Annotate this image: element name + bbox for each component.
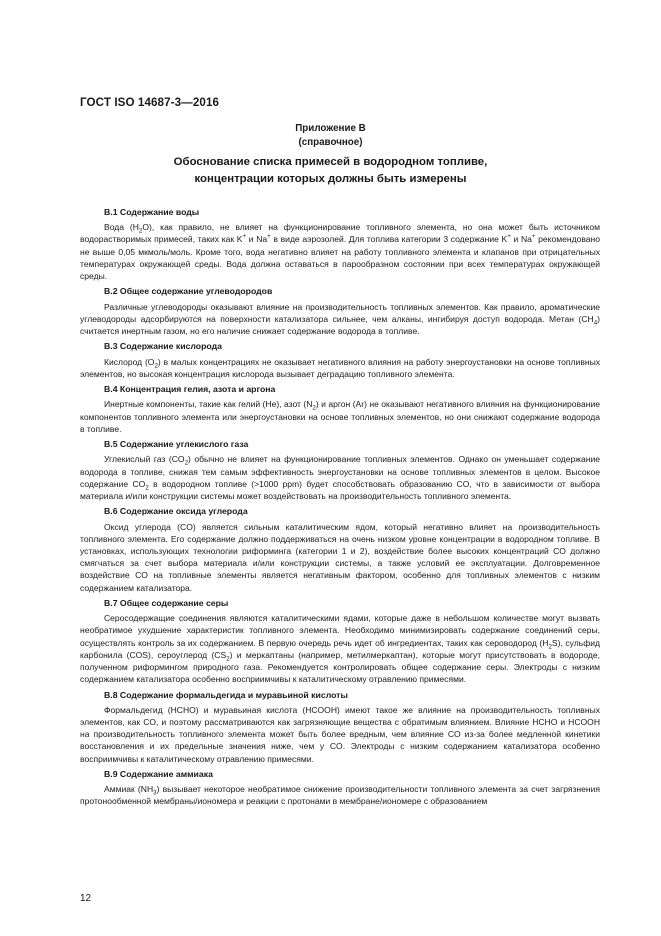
section-heading: В.2 Общее содержание углеводородов xyxy=(104,286,273,297)
standard-designation: ГОСТ ISO 14687-3—2016 xyxy=(80,96,220,109)
section-heading: В.1 Содержание воды xyxy=(104,207,200,217)
section-paragraph: Кислород $(O_2)$ в малых концентрациях не оказывает негативного влияния на работу энергоустановки на основе топливных элементов, но высокая концентрация кислорода вызывает деградацию топливного элемента. xyxy=(80,356,600,379)
section-heading: В.5 Содержание углекислого газа xyxy=(104,439,249,450)
section-heading: В.8 Содержание формальдегида и муравьиной кислоты xyxy=(104,689,348,700)
appendix-label: Приложение В xyxy=(295,123,366,134)
section-heading: В.3 Содержание кислорода xyxy=(104,341,222,352)
section-paragraph: Формальдегид (HCHO) и муравьиная кислота (HCOOH) имеют такое же влияние на производительность топливных элементов, как CO, и поэтому рассматриваются как загрязняющие вещества с обратимым влиянием. Влияние HCHO и HCOOH на производительность топливного элемента может быть более вредным, чем влияние CO из-за более медленной кинетики восстановления и их предельные значения ниже, чем у CO. Электроды с низким содержанием катализатора особенно восприимчивы к каталитическому отравлению примесями. xyxy=(80,704,600,764)
section-paragraph: Аммиак $(NH_3)$ вызывает некоторое необратимое снижение производительности топливного элемента за счет загрязнения протонообменной мембраны/иономера и реакции с протонами в мембране/иономере с образованием xyxy=(80,784,601,807)
appendix-type: (справочное) xyxy=(298,137,363,148)
section-paragraph: Углекислый газ $(CO_2)$ обычно не влияет на функционирование топливных элементов. Однако он уменьшает содержание водорода в топливе, снижая тем самым эффективность энергоустановки на основе топливных элементов в целом. Высокое содержание $CO_2$ в водородном топливе (>1000 ppm) будет способствовать образованию CO, что в зависимости от выбора материала и/или конструкции системы может воздействовать на производительность топливного элемента. xyxy=(80,454,601,501)
document-title-line-1: Обоснование списка примесей в водородном топливе, xyxy=(173,156,488,168)
section-heading: В.6 Содержание оксида углерода xyxy=(104,506,248,517)
section-paragraph: Инертные компоненты, такие как гелий (He), азот $(N_2)$ и аргон (Ar) не оказывают негативного влияния на функционирование компонентов топливного элемента или энергоустановки на основе топливных элементов, но они снижают содержание водорода в топливе. xyxy=(80,399,600,434)
section-heading: В.9 Содержание аммиака xyxy=(104,768,213,779)
section-heading: В.4 Концентрация гелия, азота и аргона xyxy=(104,384,276,395)
section-paragraph: Серосодержащие соединения являются каталитическими ядами, которые даже в небольшом количестве могут вызвать необратимое ухудшение характеристик топливного элемента. Необходимо минимизировать содержание соединений серы, осуществлять контроль за их содержанием. В первую очередь речь идет об ингредиентах, таких как сероводород $(H_2S)$, сульфид карбонила (COS), сероуглерод $(CS_2)$ и меркаптаны (например, метилмеркаптан), которые могут присутствовать в водороде, полученном риформингом природного газа. Рекомендуется контролировать общее содержание серы. Электроды с низким содержанием катализатора особенно восприимчивы к каталитическому отравлению примесями. xyxy=(80,613,601,685)
section-paragraph: Вода $(H_2O)$, как правило, не влияет на функционирование топливного элемента, но она может быть источником водорастворимых примесей, таких как K+ и Na+ в виде аэрозолей. Для топлива категории 3 содержание K+ и Na+ рекомендовано не выше 0,05 мкмоль/моль. Кроме того, вода негативно влияет на работу топливного элемента и клапанов при отрицательных температурах окружающей среды. Вода должна оставаться в парообразном состоянии при всех температурах окружающей среды. xyxy=(80,222,601,281)
document-title-line-2: концентрации которых должны быть измерены xyxy=(194,173,467,185)
section-paragraph: Различные углеводороды оказывают влияние на производительность топливных элементов. Как правило, ароматические углеводороды адсорбируются на поверхности катализатора сильнее, чем алканы, ингибируя доступ водорода. Метан $(CH_4)$ считается инертным газом, но его наличие снижает содержание водорода в топливе. xyxy=(80,301,600,336)
page-number: 12 xyxy=(80,893,92,904)
document-body xyxy=(80,206,600,811)
section-heading: В.7 Общее содержание серы xyxy=(104,597,229,608)
section-paragraph: Оксид углерода (CO) является сильным каталитическим ядом, который негативно влияет на производительность топливного элемента. Его содержание должно поддерживаться на очень низком уровне концентрации в водородном топливе. В установках, использующих технологии риформинга (категории 1 и 2), воздействие более высоких концентраций CO должно смягчаться за счет выбора материала и/или конструкции системы, а также условий ее эксплуатации. Долговременное воздействие CO на топливные элементы является негативным фактором, особенно для топливных элементов с низким содержанием катализатора. xyxy=(80,521,600,593)
